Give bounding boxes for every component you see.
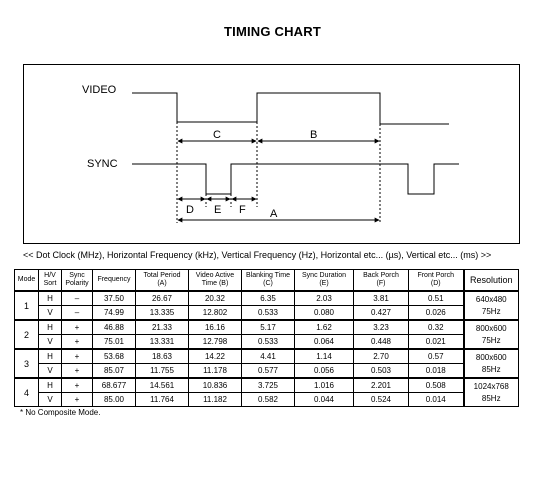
mode-number: 2 [15,320,39,349]
cell-sync-duration: 0.064 [295,335,354,350]
cell-polarity: + [62,335,93,350]
cell-frequency: 37.50 [93,291,136,306]
cell-frequency: 46.88 [93,320,136,335]
header-front-porch: Front Porch (D) [409,270,464,292]
cell-front-porch: 0.508 [409,378,464,393]
cell-blanking: 4.41 [242,349,295,364]
cell-sync-duration: 0.080 [295,306,354,321]
cell-total-period: 14.561 [136,378,189,393]
cell-back-porch: 0.448 [354,335,409,350]
cell-polarity: + [62,378,93,393]
label-b: B [310,129,318,141]
cell-back-porch: 0.427 [354,306,409,321]
table-row [15,335,519,350]
table-row [15,320,519,335]
label-f: F [239,204,246,216]
cell-total-period: 13.331 [136,335,189,350]
cell-back-porch: 0.503 [354,364,409,379]
cell-sync-duration: 2.03 [295,291,354,306]
cell-polarity: + [62,320,93,335]
video-label: VIDEO [82,84,117,96]
cell-sync-duration: 0.044 [295,393,354,407]
cell-front-porch: 0.014 [409,393,464,407]
header-resolution: Resolution [464,270,519,292]
cell-video-active: 20.32 [189,291,242,306]
cell-front-porch: 0.51 [409,291,464,306]
header-hv-sort: H/V Sort [39,270,62,292]
cell-hv: H [39,291,62,306]
cell-video-active: 16.16 [189,320,242,335]
cell-frequency: 75.01 [93,335,136,350]
resolution-cell: 800x600 85Hz [464,349,519,378]
cell-hv: H [39,349,62,364]
table-row [15,306,519,321]
cell-front-porch: 0.32 [409,320,464,335]
cell-back-porch: 2.70 [354,349,409,364]
cell-polarity: + [62,349,93,364]
cell-total-period: 11.755 [136,364,189,379]
video-waveform [132,93,449,124]
cell-sync-duration: 1.016 [295,378,354,393]
cell-video-active: 12.802 [189,306,242,321]
header-sync-duration: Sync Duration (E) [295,270,354,292]
resolution-cell: 640x480 75Hz [464,291,519,320]
cell-total-period: 21.33 [136,320,189,335]
sync-label: SYNC [87,158,118,170]
cell-polarity: + [62,393,93,407]
cell-total-period: 26.67 [136,291,189,306]
label-c: C [213,129,221,141]
cell-blanking: 3.725 [242,378,295,393]
cell-hv: V [39,306,62,321]
cell-back-porch: 0.524 [354,393,409,407]
cell-blanking: 6.35 [242,291,295,306]
cell-front-porch: 0.021 [409,335,464,350]
table-header-row [15,270,519,292]
cell-video-active: 11.182 [189,393,242,407]
cell-blanking: 0.582 [242,393,295,407]
table-row [15,291,519,306]
header-video-active: Video Active Time (B) [189,270,242,292]
cell-blanking: 5.17 [242,320,295,335]
cell-video-active: 11.178 [189,364,242,379]
cell-blanking: 0.533 [242,306,295,321]
table-row [15,349,519,364]
label-a: A [270,208,278,220]
mode-number: 1 [15,291,39,320]
header-frequency: Frequency [93,270,136,292]
cell-sync-duration: 1.14 [295,349,354,364]
header-back-porch: Back Porch (F) [354,270,409,292]
header-sync-polarity: Sync Polarity [62,270,93,292]
timing-table [14,269,519,407]
table-row [15,364,519,379]
cell-frequency: 85.07 [93,364,136,379]
label-e: E [214,204,222,216]
cell-front-porch: 0.57 [409,349,464,364]
cell-frequency: 53.68 [93,349,136,364]
sync-waveform [132,164,459,194]
cell-video-active: 14.22 [189,349,242,364]
cell-hv: V [39,393,62,407]
page-title: TIMING CHART [224,24,321,39]
cell-blanking: 0.577 [242,364,295,379]
cell-hv: H [39,378,62,393]
mode-number: 3 [15,349,39,378]
table-row [15,378,519,393]
cell-video-active: 12.798 [189,335,242,350]
cell-hv: V [39,364,62,379]
cell-back-porch: 2.201 [354,378,409,393]
cell-polarity: – [62,306,93,321]
cell-hv: V [39,335,62,350]
timing-waveform [24,65,521,245]
cell-frequency: 85.00 [93,393,136,407]
table-row [15,393,519,407]
cell-hv: H [39,320,62,335]
resolution-cell: 1024x768 85Hz [464,378,519,407]
timing-diagram [23,64,520,244]
cell-blanking: 0.533 [242,335,295,350]
cell-sync-duration: 1.62 [295,320,354,335]
mode-number: 4 [15,378,39,407]
cell-frequency: 74.99 [93,306,136,321]
resolution-cell: 800x600 75Hz [464,320,519,349]
header-total-period: Total Period (A) [136,270,189,292]
cell-video-active: 10.836 [189,378,242,393]
header-blanking-time: Blanking Time (C) [242,270,295,292]
cell-total-period: 13.335 [136,306,189,321]
cell-front-porch: 0.026 [409,306,464,321]
cell-polarity: + [62,364,93,379]
extension-lines [177,122,380,223]
dimension-arrows [178,141,379,220]
cell-back-porch: 3.23 [354,320,409,335]
header-mode: Mode [15,270,39,292]
cell-total-period: 11.764 [136,393,189,407]
units-note: << Dot Clock (MHz), Horizontal Frequency (kHz), Vertical Frequency (Hz), Horizontal etc... (µs), Vertical etc... (ms) >> [23,250,492,260]
cell-back-porch: 3.81 [354,291,409,306]
cell-sync-duration: 0.056 [295,364,354,379]
cell-total-period: 18.63 [136,349,189,364]
cell-front-porch: 0.018 [409,364,464,379]
cell-frequency: 68.677 [93,378,136,393]
footnote: * No Composite Mode. [20,408,101,417]
label-d: D [186,204,194,216]
cell-polarity: – [62,291,93,306]
